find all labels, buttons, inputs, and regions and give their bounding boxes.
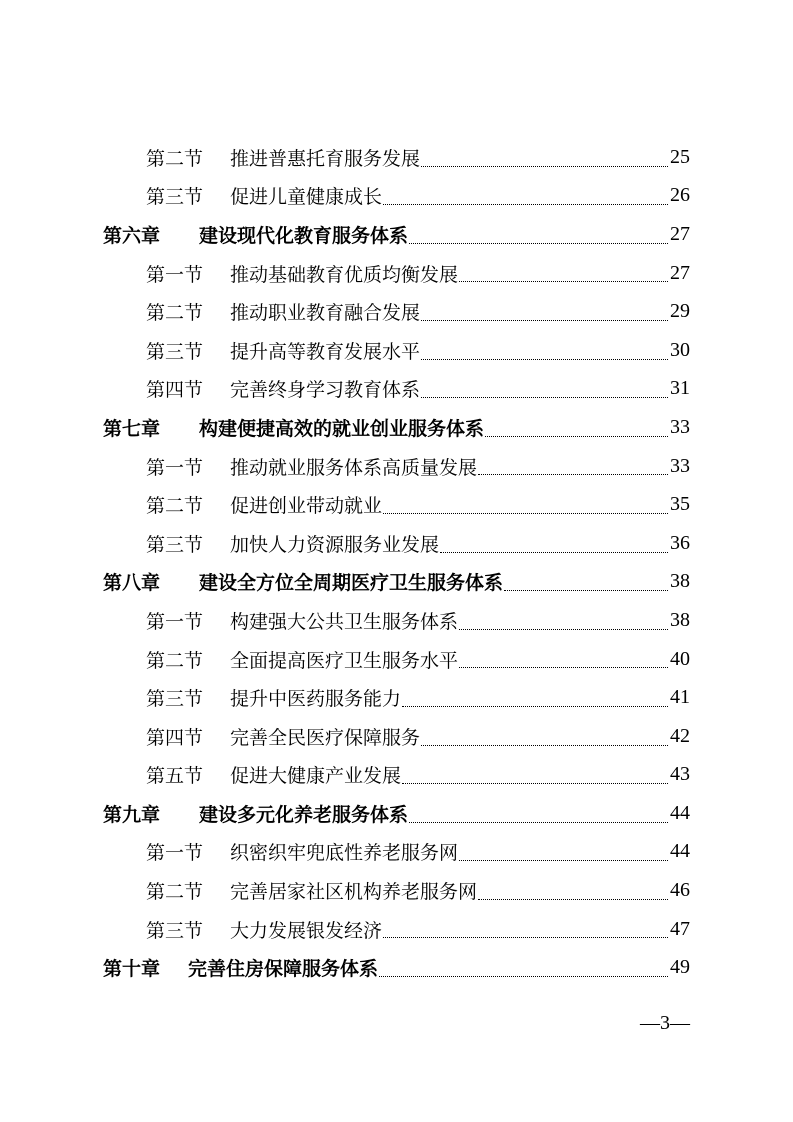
toc-entry-page: 36 xyxy=(670,531,690,554)
toc-entry-title: 提升中医药服务能力 xyxy=(230,688,402,711)
toc-entry xyxy=(0,871,793,910)
toc-chapter-title: 建设现代化教育服务体系 xyxy=(199,224,409,247)
toc-entry-title: 构建强大公共卫生服务体系 xyxy=(230,610,459,633)
toc-leader-dots xyxy=(485,436,668,437)
toc-leader-dots xyxy=(440,552,668,553)
toc-entry-number: 第二节 xyxy=(146,495,204,518)
toc-chapter-entry xyxy=(0,215,793,254)
toc-chapter-title: 构建便捷高效的就业创业服务体系 xyxy=(199,417,485,440)
toc-chapter-title: 建设多元化养老服务体系 xyxy=(199,803,409,826)
toc-entry-title: 完善居家社区机构养老服务网 xyxy=(230,881,478,904)
toc-leader-dots xyxy=(421,320,668,321)
toc-leader-dots xyxy=(421,166,668,167)
toc-entry xyxy=(0,910,793,949)
toc-leader-dots xyxy=(421,745,668,746)
toc-entry xyxy=(0,833,793,872)
toc-chapter-entry xyxy=(0,794,793,833)
toc-entry-number: 第二节 xyxy=(146,881,204,904)
toc-entry-page: 49 xyxy=(670,956,690,979)
toc-entry-number: 第二节 xyxy=(146,649,204,672)
toc-entry-title: 提升高等教育发展水平 xyxy=(230,340,421,363)
toc-entry-number: 第三节 xyxy=(146,186,204,209)
toc-entry-number: 第三节 xyxy=(146,340,204,363)
toc-entry xyxy=(0,292,793,331)
toc-entry xyxy=(0,370,793,409)
toc-entry xyxy=(0,485,793,524)
toc-leader-dots xyxy=(459,860,668,861)
toc-entry-page: 38 xyxy=(670,570,690,593)
toc-entry-number: 第四节 xyxy=(146,379,204,402)
toc-entry-page: 43 xyxy=(670,763,690,786)
toc-chapter-number: 第十章 xyxy=(103,958,161,981)
toc-leader-dots xyxy=(409,243,668,244)
toc-entry-title: 促进大健康产业发展 xyxy=(230,765,402,788)
toc-entry-page: 42 xyxy=(670,724,690,747)
toc-entry xyxy=(0,177,793,216)
toc-entry-title: 促进创业带动就业 xyxy=(230,495,383,518)
toc-entry-page: 40 xyxy=(670,647,690,670)
toc-entry-page: 44 xyxy=(670,840,690,863)
toc-entry-number: 第一节 xyxy=(146,610,204,633)
toc-entry-page: 35 xyxy=(670,493,690,516)
toc-entry-page: 46 xyxy=(670,879,690,902)
toc-entry-number: 第五节 xyxy=(146,765,204,788)
toc-leader-dots xyxy=(383,204,668,205)
toc-entry xyxy=(0,756,793,795)
toc-entry-title: 推动职业教育融合发展 xyxy=(230,302,421,325)
toc-chapter-number: 第六章 xyxy=(103,224,161,247)
toc-entry-page: 38 xyxy=(670,608,690,631)
toc-entry-number: 第三节 xyxy=(146,688,204,711)
toc-chapter-entry xyxy=(0,563,793,602)
toc-entry-number: 第三节 xyxy=(146,919,204,942)
toc-entry-title: 推动就业服务体系高质量发展 xyxy=(230,456,478,479)
toc-chapter-number: 第九章 xyxy=(103,803,161,826)
toc-entry xyxy=(0,601,793,640)
toc-entry-page: 27 xyxy=(670,222,690,245)
toc-entry-page: 31 xyxy=(670,377,690,400)
toc-leader-dots xyxy=(478,474,668,475)
toc-leader-dots xyxy=(478,899,668,900)
toc-entry xyxy=(0,138,793,177)
toc-entry xyxy=(0,254,793,293)
toc-entry xyxy=(0,640,793,679)
toc-entry-number: 第一节 xyxy=(146,842,204,865)
toc-entry-title: 全面提高医疗卫生服务水平 xyxy=(230,649,459,672)
toc-leader-dots xyxy=(459,667,668,668)
toc-leader-dots xyxy=(379,976,668,977)
toc-chapter-entry xyxy=(0,948,793,987)
toc-entry-title: 加快人力资源服务业发展 xyxy=(230,533,440,556)
toc-entry-title: 促进儿童健康成长 xyxy=(230,186,383,209)
toc-entry-number: 第四节 xyxy=(146,726,204,749)
toc-chapter-entry xyxy=(0,408,793,447)
toc-leader-dots xyxy=(504,590,668,591)
toc-leader-dots xyxy=(421,397,668,398)
toc-leader-dots xyxy=(459,281,668,282)
toc-chapter-title: 完善住房保障服务体系 xyxy=(188,958,379,981)
toc-entry-title: 完善全民医疗保障服务 xyxy=(230,726,421,749)
table-of-contents xyxy=(0,138,793,987)
toc-entry-page: 26 xyxy=(670,184,690,207)
toc-entry xyxy=(0,678,793,717)
toc-entry-page: 44 xyxy=(670,801,690,824)
toc-leader-dots xyxy=(421,359,668,360)
toc-leader-dots xyxy=(402,706,668,707)
toc-entry-title: 推动基础教育优质均衡发展 xyxy=(230,263,459,286)
toc-leader-dots xyxy=(383,937,668,938)
toc-entry-number: 第三节 xyxy=(146,533,204,556)
toc-leader-dots xyxy=(383,513,668,514)
toc-entry-title: 大力发展银发经济 xyxy=(230,919,383,942)
page-number: —3— xyxy=(640,1012,690,1034)
toc-entry xyxy=(0,331,793,370)
toc-chapter-number: 第七章 xyxy=(103,417,161,440)
toc-chapter-title: 建设全方位全周期医疗卫生服务体系 xyxy=(199,572,504,595)
toc-entry-title: 织密织牢兜底性养老服务网 xyxy=(230,842,459,865)
toc-entry-number: 第二节 xyxy=(146,147,204,170)
toc-entry xyxy=(0,447,793,486)
toc-leader-dots xyxy=(409,822,668,823)
toc-entry-page: 33 xyxy=(670,415,690,438)
toc-entry xyxy=(0,524,793,563)
toc-entry-title: 完善终身学习教育体系 xyxy=(230,379,421,402)
toc-chapter-number: 第八章 xyxy=(103,572,161,595)
toc-entry-page: 25 xyxy=(670,145,690,168)
toc-entry-number: 第二节 xyxy=(146,302,204,325)
toc-entry-page: 29 xyxy=(670,300,690,323)
toc-entry-page: 47 xyxy=(670,917,690,940)
toc-leader-dots xyxy=(459,629,668,630)
toc-entry-page: 41 xyxy=(670,686,690,709)
toc-entry-page: 27 xyxy=(670,261,690,284)
toc-entry-page: 30 xyxy=(670,338,690,361)
toc-entry-number: 第一节 xyxy=(146,263,204,286)
toc-entry-title: 推进普惠托育服务发展 xyxy=(230,147,421,170)
toc-leader-dots xyxy=(402,783,668,784)
toc-entry-page: 33 xyxy=(670,454,690,477)
toc-entry-number: 第一节 xyxy=(146,456,204,479)
toc-entry xyxy=(0,717,793,756)
